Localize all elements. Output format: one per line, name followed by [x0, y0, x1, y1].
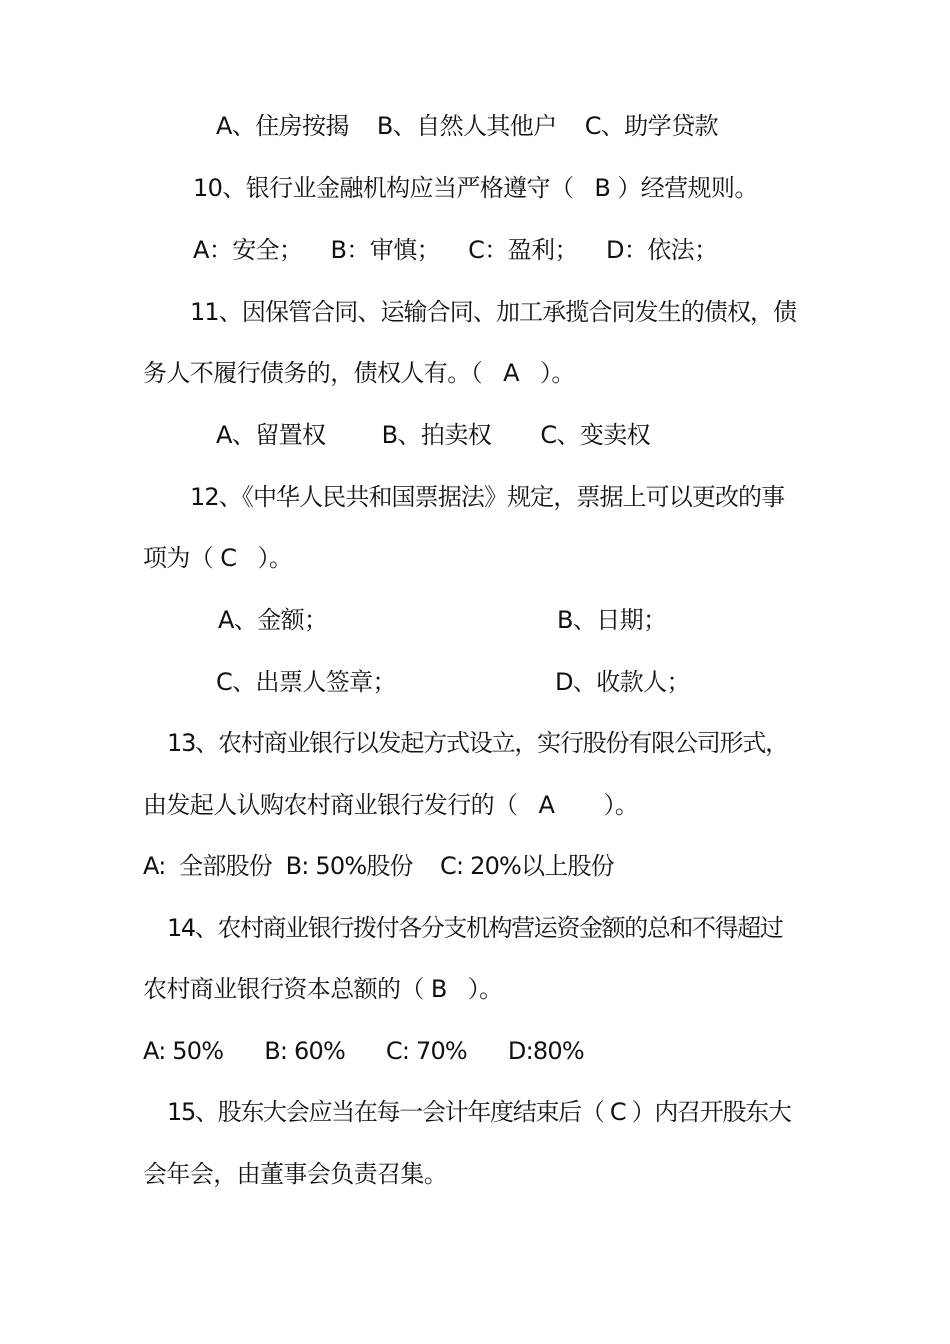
q12-option-c: C、出票人签章； — [216, 668, 396, 696]
q10-text: 10、银行业金融机构应当严格遵守（ B ）经营规则。 — [193, 174, 758, 202]
q14-text-line1: 14、农村商业银行拨付各分支机构营运资金额的总和不得超过 — [167, 914, 783, 942]
q12-text-line1: 12、《中华人民共和国票据法》规定，票据上可以更改的事 — [190, 483, 785, 511]
q11-options: A、留置权 B、拍卖权 C、变卖权 — [216, 421, 651, 449]
q12-text-line2: 项为（ C ）。 — [143, 544, 293, 572]
q15-text-line2: 会年会，由董事会负责召集。 — [143, 1160, 448, 1188]
q12-option-a: A、金额； — [218, 606, 328, 634]
q13-text-line2: 由发起人认购农村商业银行发行的（ A ）。 — [143, 791, 639, 819]
q13-text-line1: 13、农村商业银行以发起方式设立，实行股份有限公司形式， — [167, 729, 788, 757]
q14-options: A: 50% B: 60% C: 70% D:80% — [143, 1037, 584, 1065]
q11-text-line1: 11、因保管合同、运输合同、加工承揽合同发生的债权，债 — [190, 298, 797, 326]
q12-option-d: D、收款人； — [555, 668, 690, 696]
q9-options: A、住房按揭 B、自然人其他户 C、助学贷款 — [216, 112, 718, 140]
q10-options: A：安全； B：审慎； C：盈利； D：依法； — [193, 236, 718, 264]
q13-options: A: 全部股份 B: 50%股份 C: 20%以上股份 — [143, 852, 614, 880]
q15-text-line1: 15、股东大会应当在每一会计年度结束后（ C ）内召开股东大 — [167, 1098, 791, 1126]
q14-text-line2: 农村商业银行资本总额的（ B ）。 — [143, 975, 503, 1003]
q12-option-b: B、日期； — [557, 606, 667, 634]
q11-text-line2: 务人不履行债务的，债权人有。（ A ）。 — [143, 359, 575, 387]
